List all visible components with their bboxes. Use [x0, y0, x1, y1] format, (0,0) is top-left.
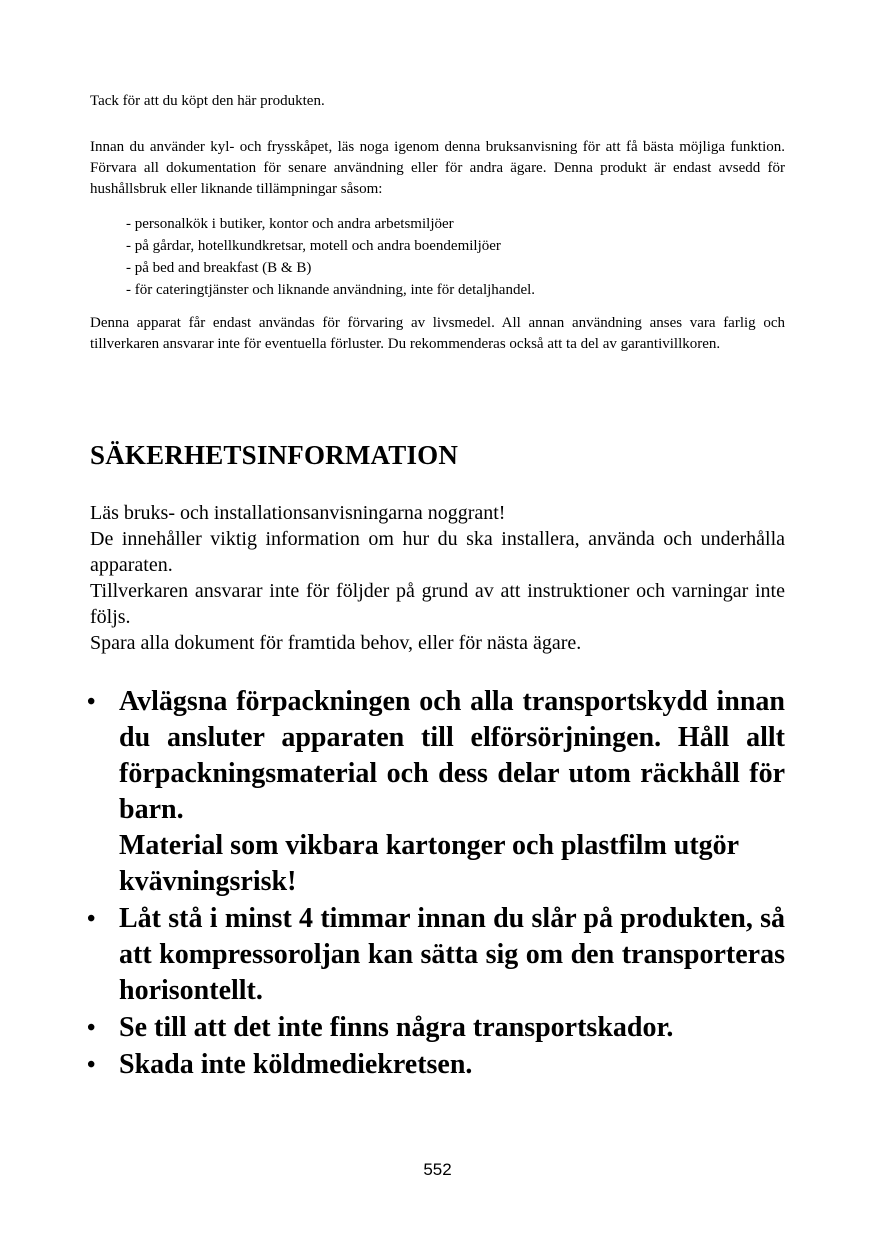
bullet-icon: • [87, 1052, 96, 1078]
safety-line: Spara alla dokument för framtida behov, eller för nästa ägare. [90, 632, 582, 654]
bullet-warning: Material som vikbara kartonger och plastfilm utgör kvävningsrisk! [119, 830, 739, 897]
safety-line: Tillverkaren ansvarar inte för följder på grund av att instruktioner och varningar inte följs. [90, 580, 785, 628]
bullet-text: Låt stå i minst 4 timmar innan du slår på produkten, så att kompressoroljan kan sätta sig om den transporteras horisontellt. [119, 903, 785, 1006]
safety-bullet-list [87, 684, 785, 1084]
bullet-text: Avlägsna förpackningen och alla transportskydd innan du ansluter apparaten till elförsörjningen. Håll allt förpackningsmaterial och dess delar utom räckhåll för barn. [119, 686, 785, 825]
section-title: SÄKERHETSINFORMATION [90, 440, 459, 470]
bullet-item [87, 1047, 785, 1083]
bullet-item [87, 901, 785, 1009]
bullet-text: Se till att det inte finns några transportskador. [119, 1012, 674, 1043]
list-item: - för cateringtjänster och liknande användning, inte för detaljhandel. [126, 282, 536, 298]
bullet-text: Skada inte köldmediekretsen. [119, 1049, 473, 1080]
usage-restriction-paragraph: Denna apparat får endast användas för förvaring av livsmedel. All annan användning anses vara farlig och tillverkaren ansvarar inte för eventuella förluster. Du rekommenderas också att ta del av garantivillkoren. [90, 315, 785, 352]
safety-line: Läs bruks- och installationsanvisningarna noggrant! [90, 502, 506, 524]
bullet-item [87, 1010, 785, 1046]
intended-use-list [126, 213, 786, 301]
list-item: - på gårdar, hotellkundkretsar, motell och andra boendemiljöer [126, 238, 501, 254]
bullet-icon: • [87, 689, 96, 715]
safety-intro [90, 500, 785, 656]
page-number: 552 [423, 1160, 452, 1179]
bullet-item [87, 684, 785, 900]
bullet-icon: • [87, 1015, 96, 1041]
safety-line: De innehåller viktig information om hur du ska installera, använda och underhålla apparaten. [90, 528, 785, 576]
list-item: - personalkök i butiker, kontor och andra arbetsmiljöer [126, 216, 454, 232]
thanks-text: Tack för att du köpt den här produkten. [90, 93, 325, 109]
intro-paragraph: Innan du använder kyl- och frysskåpet, läs noga igenom denna bruksanvisning för att få bästa möjliga funktion. Förvara all dokumentation för senare användning eller för andra ägare. Denna produkt är endast avsedd för hushållsbruk eller liknande tillämpningar såsom: [90, 139, 785, 197]
bullet-icon: • [87, 906, 96, 932]
list-item: - på bed and breakfast (B & B) [126, 260, 312, 276]
